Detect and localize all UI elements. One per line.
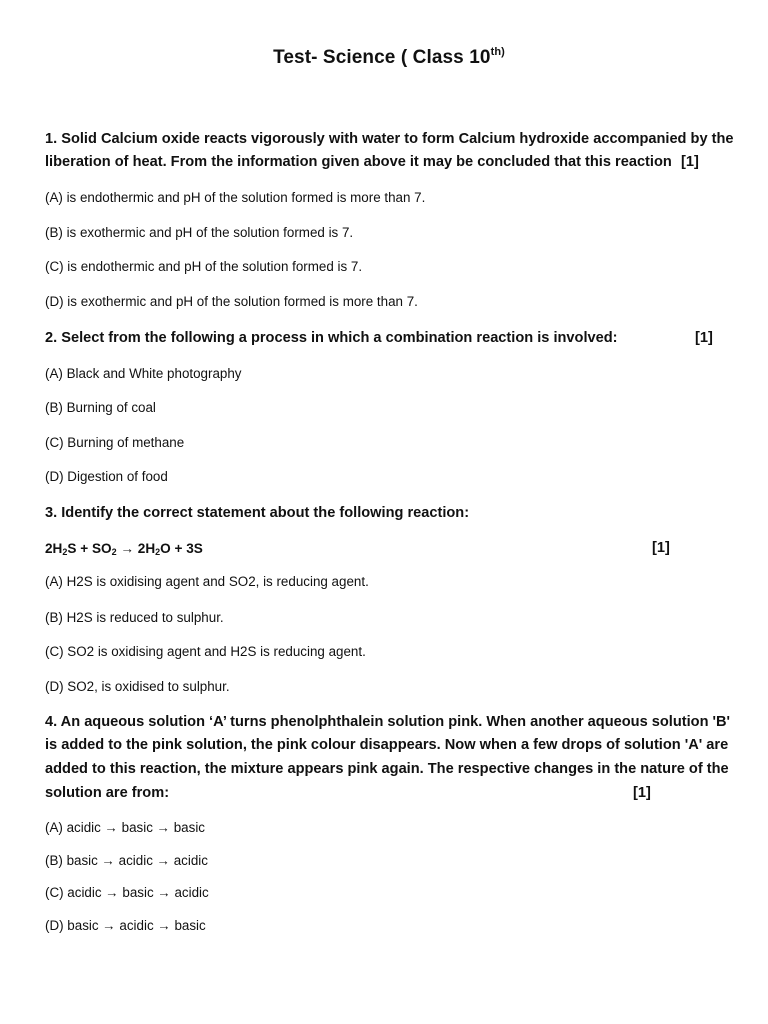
question-1-marks: [1] [681, 154, 699, 170]
question-2-option-c: (C) Burning of methane [45, 435, 185, 450]
reaction-equation [45, 537, 721, 565]
equation-part: → 2H [116, 541, 156, 556]
question-1-option-b: (B) is exothermic and pH of the solution formed is 7. [45, 225, 354, 240]
question-4-option-a: (A) acidic → basic → basic [45, 820, 205, 835]
title-superscript: th) [490, 46, 505, 58]
question-1-option-d: (D) is exothermic and pH of the solution formed is more than 7. [45, 294, 418, 309]
page-title [0, 46, 768, 69]
question-3-line-1: 3. Identify the correct statement about the following reaction: [45, 505, 470, 521]
question-1-option-a: (A) is endothermic and pH of the solution formed is more than 7. [45, 190, 426, 205]
title-text: Test- Science ( Class 10 [273, 47, 491, 68]
question-2-line-1: 2. Select from the following a process in which a combination reaction is involved: [45, 330, 618, 346]
question-4-line-1: 4. An aqueous solution ‘A’ turns phenolphthalein solution pink. When another aqueous solution 'B' [45, 714, 731, 730]
question-1-line-2: liberation of heat. From the information given above it may be concluded that this reaction [45, 154, 672, 170]
question-3-option-c: (C) SO2 is oxidising agent and H2S is reducing agent. [45, 644, 366, 659]
question-3-option-a: (A) H2S is oxidising agent and SO2, is reducing agent. [45, 574, 369, 589]
question-3-marks: [1] [652, 540, 670, 556]
question-4-line-2: is added to the pink solution, the pink colour disappears. Now when a few drops of solution 'A' are [45, 737, 729, 753]
equation-subscript: 2 [111, 547, 117, 557]
question-1-line-1: 1. Solid Calcium oxide reacts vigorously with water to form Calcium hydroxide accompanied by the [45, 131, 734, 147]
question-2-marks: [1] [695, 330, 713, 346]
question-4-option-b: (B) basic → acidic → acidic [45, 853, 208, 868]
question-1-option-c: (C) is endothermic and pH of the solution formed is 7. [45, 259, 363, 274]
question-4-option-c: (C) acidic → basic → acidic [45, 885, 209, 900]
question-4-option-d: (D) basic → acidic → basic [45, 918, 206, 933]
question-4-line-4: solution are from: [45, 785, 170, 801]
equation-part: 2H [45, 541, 63, 556]
question-2-option-a: (A) Black and White photography [45, 366, 242, 381]
question-3-option-d: (D) SO2, is oxidised to sulphur. [45, 679, 230, 694]
equation-part: S + SO [67, 541, 112, 556]
question-4-line-3: added to this reaction, the mixture appears pink again. The respective changes in the nature of the [45, 761, 729, 777]
question-4-marks: [1] [633, 785, 651, 801]
question-2-option-d: (D) Digestion of food [45, 469, 168, 484]
question-2-option-b: (B) Burning of coal [45, 400, 156, 415]
equation-subscript: 2 [62, 547, 68, 557]
equation-subscript: 2 [155, 547, 161, 557]
question-3-option-b: (B) H2S is reduced to sulphur. [45, 610, 224, 625]
equation-part: O + 3S [160, 541, 203, 556]
